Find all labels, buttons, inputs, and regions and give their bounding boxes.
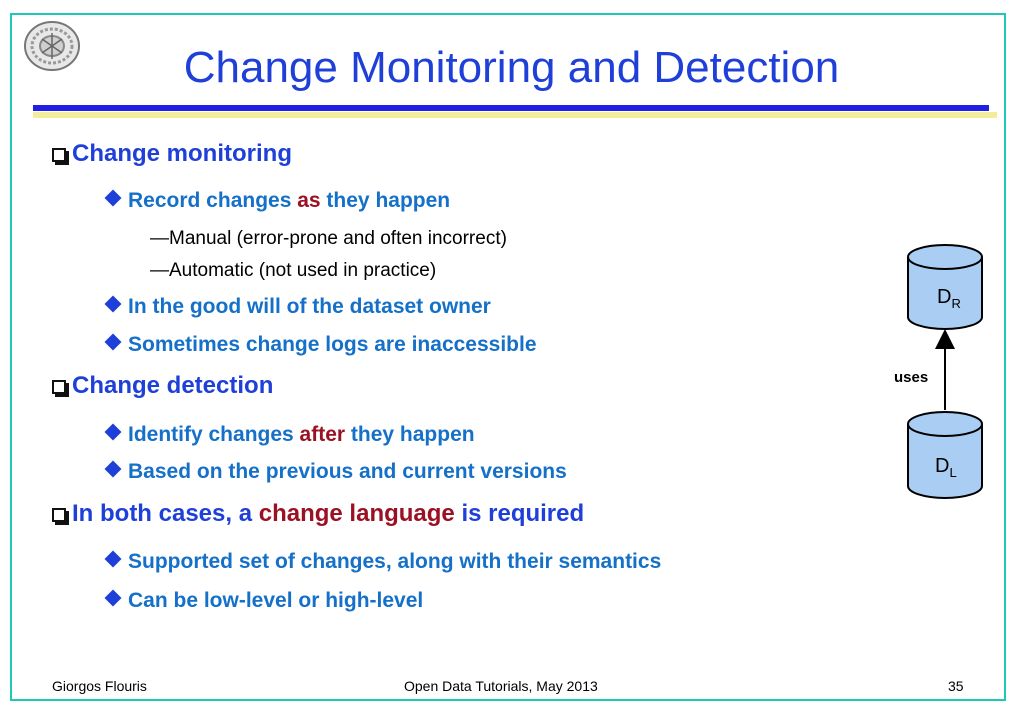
- footer-event: Open Data Tutorials, May 2013: [404, 678, 598, 694]
- diamond-bullet-icon: [105, 590, 122, 607]
- bullet-based-on-versions: Based on the previous and current versions: [104, 460, 567, 484]
- diamond-bullet-icon: [105, 424, 122, 441]
- checkbox-bullet-icon: [52, 380, 66, 394]
- dash-bullet-icon: —: [150, 260, 169, 281]
- bullet-manual: —Manual (error-prone and often incorrect): [150, 228, 507, 249]
- diamond-bullet-icon: [105, 461, 122, 478]
- diamond-bullet-icon: [105, 190, 122, 207]
- title-rule: [33, 105, 989, 111]
- footer-author: Giorgos Flouris: [52, 678, 147, 694]
- bullet-low-high-level: Can be low-level or high-level: [104, 589, 423, 613]
- bullet-change-detection: Change detection: [52, 372, 273, 400]
- bullet-good-will: In the good will of the dataset owner: [104, 295, 491, 319]
- dataset-uses-diagram: [880, 240, 1000, 510]
- bullet-change-monitoring: Change monitoring: [52, 140, 292, 168]
- bullet-change-language: In both cases, a change language is required: [52, 500, 584, 528]
- bullet-automatic: —Automatic (not used in practice): [150, 260, 437, 281]
- database-cylinder-dr: [908, 245, 982, 329]
- bullet-identify-changes: Identify changes after they happen: [104, 423, 475, 447]
- diamond-bullet-icon: [105, 296, 122, 313]
- checkbox-bullet-icon: [52, 148, 66, 162]
- footer-page-number: 35: [948, 678, 964, 694]
- bullet-supported-set: Supported set of changes, along with their semantics: [104, 550, 661, 574]
- dash-bullet-icon: —: [150, 228, 169, 249]
- db-label-dl: $D_L$: [935, 455, 957, 480]
- db-label-dr: $D_R$: [937, 286, 961, 311]
- bullet-change-logs: Sometimes change logs are inaccessible: [104, 333, 537, 357]
- title-rule-shadow: [33, 112, 997, 118]
- diamond-bullet-icon: [105, 551, 122, 568]
- checkbox-bullet-icon: [52, 508, 66, 522]
- uses-label: uses: [894, 369, 929, 386]
- slide-title: Change Monitoring and Detection: [183, 43, 840, 92]
- database-cylinder-dl: [908, 412, 982, 498]
- diamond-bullet-icon: [105, 334, 122, 351]
- bullet-record-changes: Record changes as they happen: [104, 189, 450, 213]
